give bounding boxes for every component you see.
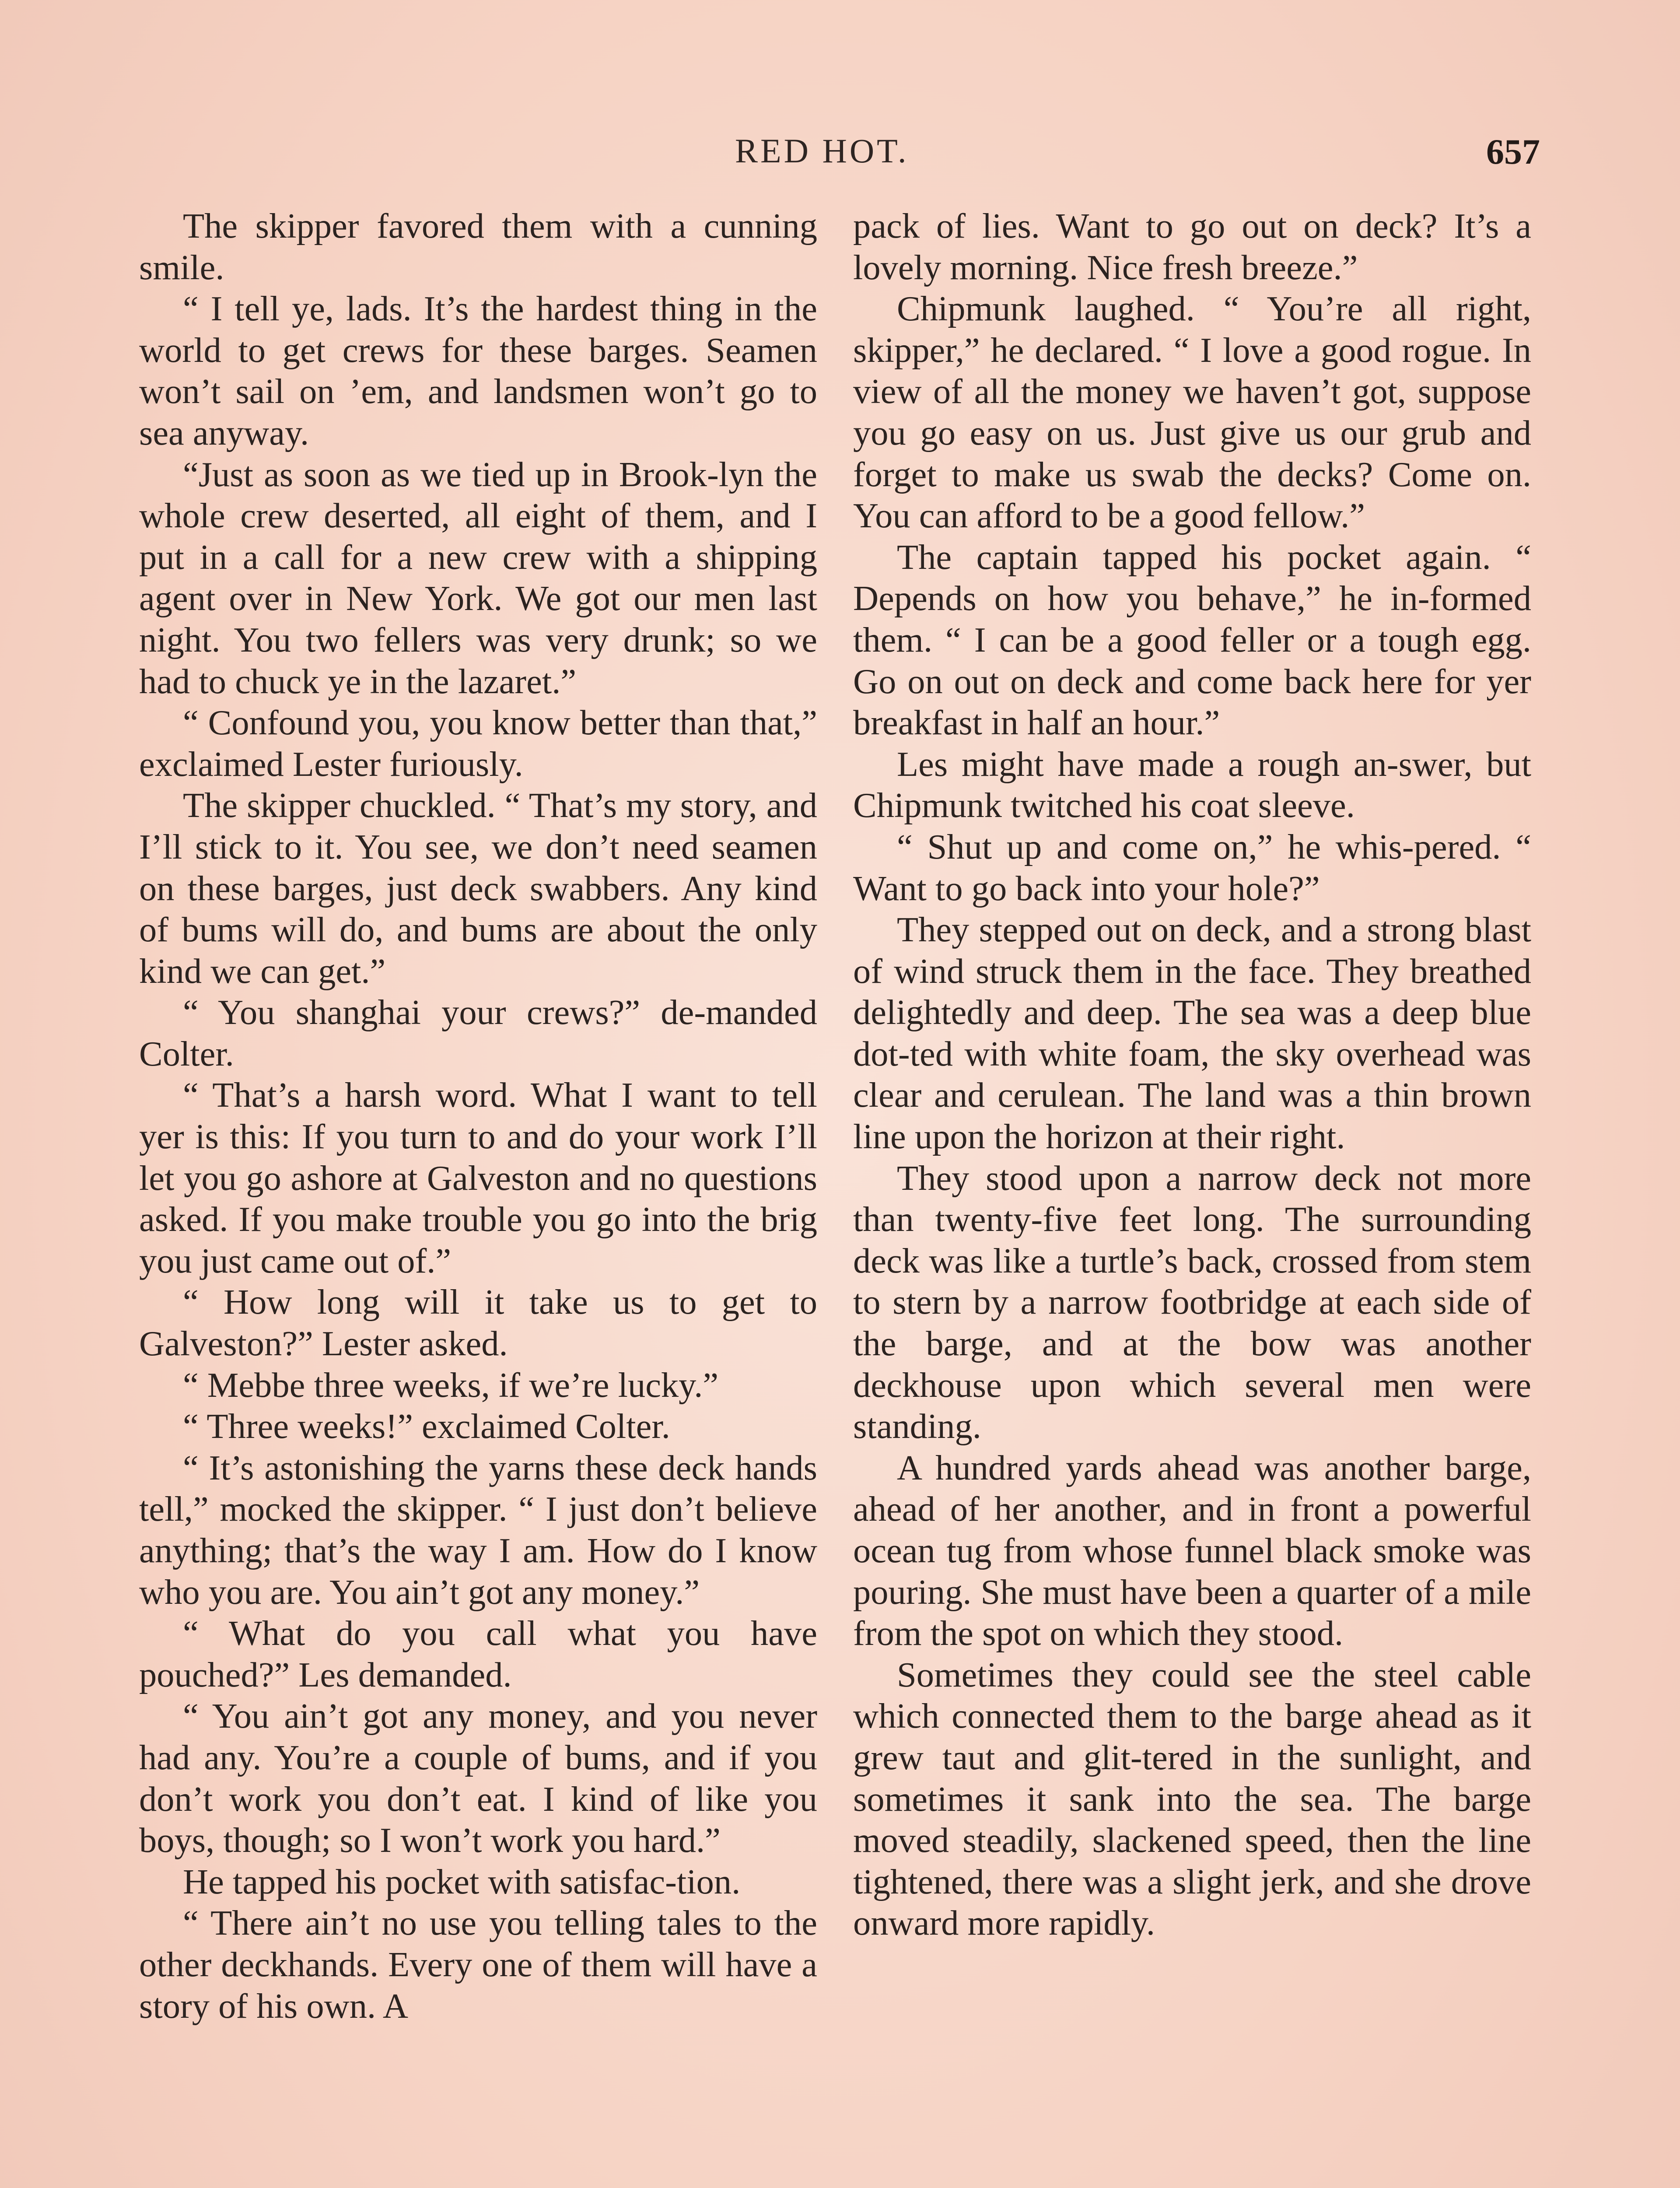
- paragraph: “ There ain’t no use you telling tales to the other deckhands. Every one of them will have a story of his own. A: [139, 1904, 817, 2026]
- paragraph: The skipper chuckled. “ That’s my story, and I’ll stick to it. You see, we don’t need seamen on these barges, just deck swabbers. Any kind of bums will do, and bums are about the only kind we can get.”: [139, 786, 817, 991]
- paragraph: “Just as soon as we tied up in Brook-lyn the whole crew deserted, all eight of them, and I put in a call for a new crew with a shipping agent over in New York. We got our men last night. You two fellers was very drunk; so we had to chuck ye in the lazaret.”: [139, 455, 817, 701]
- paragraph: “ That’s a harsh word. What I want to tell yer is this: If you turn to and do your work I’ll let you go ashore at Galveston and no questions asked. If you make trouble you go into the brig you just came out of.”: [139, 1076, 817, 1280]
- paragraph: “ What do you call what you have pouched?” Les demanded.: [139, 1614, 817, 1694]
- paragraph: “ Three weeks!” exclaimed Colter.: [183, 1407, 670, 1446]
- paragraph: “ Mebbe three weeks, if we’re lucky.”: [183, 1365, 719, 1405]
- paragraph: Chipmunk laughed. “ You’re all right, skipper,” he declared. “ I love a good rogue. In view of all the money we haven’t got, suppose you go easy on us. Just give us our grub and forget to make us swab the decks? Come on. You can afford to be a good fellow.”: [853, 289, 1531, 536]
- paragraph: “ Confound you, you know better than that,” exclaimed Lester furiously.: [139, 703, 817, 784]
- paragraph: The skipper favored them with a cunning smile.: [139, 207, 817, 287]
- page-number: 657: [1486, 132, 1540, 172]
- paragraph: “ I tell ye, lads. It’s the hardest thing in the world to get crews for these barges. Seamen won’t sail on ’em, and landsmen won’t go to sea anyway.: [139, 289, 817, 452]
- running-title: RED HOT.: [735, 132, 909, 170]
- paragraph: The captain tapped his pocket again. “ Depends on how you behave,” he in-formed them. “ I can be a good feller or a tough egg. Go on out on deck and come back here for yer breakfast in half an hour.”: [853, 537, 1531, 743]
- page-header: [140, 131, 1540, 179]
- paragraph: They stepped out on deck, and a strong blast of wind struck them in the face. They breathed delightedly and deep. The sea was a deep blue dot-ted with white foam, the sky overhead was clear and cerulean. The land was a thin brown line upon the horizon at their right.: [853, 910, 1531, 1157]
- paragraph: “ You shanghai your crews?” de-manded Colter.: [139, 993, 817, 1073]
- paragraph: “ It’s astonishing the yarns these deck hands tell,” mocked the skipper. “ I just don’t believe anything; that’s the way I am. How do I know who you are. You ain’t got any money.”: [139, 1448, 817, 1612]
- paragraph: Les might have made a rough an-swer, but Chipmunk twitched his coat sleeve.: [853, 744, 1531, 825]
- paragraph: Sometimes they could see the steel cable which connected them to the barge ahead as it grew taut and glit-tered in the sunlight, and sometimes it sank into the sea. The barge moved steadily, slackened speed, then the line tightened, there was a slight jerk, and she drove onward more rapidly.: [853, 1655, 1531, 1943]
- paragraph: A hundred yards ahead was another barge, ahead of her another, and in front a powerful ocean tug from whose funnel black smoke was pouring. She must have been a quarter of a mile from the spot on which they stood.: [853, 1448, 1531, 1653]
- paragraph: They stood upon a narrow deck not more than twenty-five feet long. The surrounding deck was like a turtle’s back, crossed from stem to stern by a narrow footbridge at each side of the barge, and at the bow was another deckhouse upon which several men were standing.: [853, 1158, 1531, 1446]
- paragraph: “ You ain’t got any money, and you never had any. You’re a couple of bums, and if you don’t work you don’t eat. I kind of like you boys, though; so I won’t work you hard.”: [139, 1697, 817, 1860]
- right-column: [853, 206, 1531, 1944]
- paragraph: He tapped his pocket with satisfac-tion.: [183, 1862, 741, 1901]
- left-column: [139, 206, 817, 2027]
- paragraph: “ How long will it take us to get to Galveston?” Lester asked.: [139, 1283, 817, 1364]
- paragraph-continued: pack of lies. Want to go out on deck? It’s a lovely morning. Nice fresh breeze.”: [853, 207, 1531, 287]
- paragraph: “ Shut up and come on,” he whis-pered. “ Want to go back into your hole?”: [853, 827, 1531, 908]
